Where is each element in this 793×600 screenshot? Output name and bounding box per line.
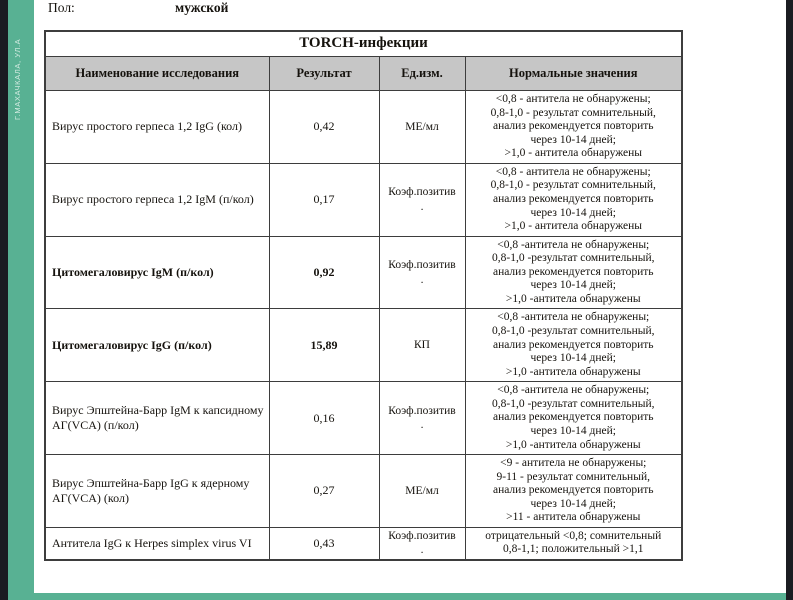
unit-line: Коэф.позитив bbox=[388, 259, 456, 272]
normal-values-cell bbox=[465, 309, 682, 382]
unit-line: Коэф.позитив bbox=[388, 404, 456, 417]
table-row bbox=[45, 527, 682, 560]
gender-label: Пол: bbox=[48, 0, 75, 15]
unit-line: МЕ/мл bbox=[405, 120, 439, 133]
normal-value-line: 0,8-1,0 -результат сомнительный, bbox=[492, 397, 655, 410]
normal-value-line: анализ рекомендуется повторить bbox=[492, 411, 654, 424]
unit-line: . bbox=[420, 419, 424, 432]
normal-value-line: >1,0 -антитела обнаружены bbox=[505, 292, 641, 305]
result-cell: 0,43 bbox=[269, 527, 379, 560]
normal-value-line: анализ рекомендуется повторить bbox=[492, 338, 654, 351]
unit-cell bbox=[379, 455, 465, 528]
test-name-cell: Вирус Эпштейна-Барр IgG к ядерному АГ(VCA) (кол) bbox=[45, 455, 269, 528]
normal-value-line: <0,8 -антитела не обнаружены; bbox=[497, 238, 650, 251]
table-header-row bbox=[45, 57, 682, 91]
column-header: Нормальные значения bbox=[465, 57, 682, 91]
normal-value-line: анализ рекомендуется повторить bbox=[492, 192, 654, 205]
normal-value-line: <0,8 -антитела не обнаружены; bbox=[497, 311, 650, 324]
test-name-cell: Вирус Эпштейна-Барр IgM к капсидному АГ(VCA) (п/кол) bbox=[45, 382, 269, 455]
normal-value-line: <0,8 - антитела не обнаружены; bbox=[495, 93, 651, 105]
normal-value-line: через 10-14 дней; bbox=[530, 133, 616, 146]
table-row bbox=[45, 236, 682, 309]
result-cell: 0,17 bbox=[269, 163, 379, 236]
normal-value-line: >1,0 -антитела обнаружены bbox=[505, 365, 641, 378]
normal-value-line: 0,8-1,0 - результат сомнительный, bbox=[490, 179, 656, 192]
normal-value-line: через 10-14 дней; bbox=[530, 497, 616, 510]
left-dark-edge bbox=[0, 0, 8, 600]
normal-values-cell bbox=[465, 91, 682, 164]
right-dark-edge bbox=[786, 0, 793, 600]
table-row bbox=[45, 382, 682, 455]
torch-results-table bbox=[44, 30, 683, 561]
unit-cell bbox=[379, 527, 465, 560]
normal-value-line: анализ рекомендуется повторить bbox=[492, 484, 654, 497]
result-cell: 0,16 bbox=[269, 382, 379, 455]
document-page bbox=[34, 0, 786, 561]
normal-values-cell bbox=[465, 382, 682, 455]
unit-line: КП bbox=[414, 339, 430, 352]
result-cell: 0,42 bbox=[269, 91, 379, 164]
table-row bbox=[45, 309, 682, 382]
normal-value-line: через 10-14 дней; bbox=[530, 352, 616, 365]
unit-line: МЕ/мл bbox=[405, 484, 439, 497]
unit-cell bbox=[379, 163, 465, 236]
sidebar-address-text: Г.МАХАЧКАЛА, УЛ.А bbox=[13, 38, 22, 120]
unit-line: . bbox=[420, 200, 424, 213]
unit-cell bbox=[379, 382, 465, 455]
teal-sidebar bbox=[8, 0, 34, 600]
unit-line: . bbox=[420, 273, 424, 286]
table-title-row bbox=[45, 31, 682, 57]
normal-value-line: 0,8-1,1; положительный >1,1 bbox=[502, 543, 644, 556]
table-row bbox=[45, 91, 682, 164]
result-cell: 0,27 bbox=[269, 455, 379, 528]
unit-line: Коэф.позитив bbox=[388, 530, 456, 543]
normal-value-line: через 10-14 дней; bbox=[530, 279, 616, 292]
normal-value-line: анализ рекомендуется повторить bbox=[492, 120, 654, 133]
unit-line: . bbox=[420, 544, 424, 557]
unit-cell bbox=[379, 91, 465, 164]
normal-value-line: >1,0 - антитела обнаружены bbox=[504, 147, 643, 160]
result-cell: 15,89 bbox=[269, 309, 379, 382]
column-header: Наименование исследования bbox=[45, 57, 269, 91]
normal-value-line: <0,8 - антитела не обнаружены; bbox=[495, 165, 651, 178]
test-name-cell: Антитела IgG к Herpes simplex virus VI bbox=[45, 527, 269, 560]
unit-line: Коэф.позитив bbox=[388, 186, 456, 199]
normal-value-line: через 10-14 дней; bbox=[530, 424, 616, 437]
normal-value-line: <0,8 -антитела не обнаружены; bbox=[497, 384, 650, 397]
result-cell: 0,92 bbox=[269, 236, 379, 309]
normal-value-line: <9 - антитела не обнаружены; bbox=[500, 457, 647, 470]
test-name-cell: Вирус простого герпеса 1,2 IgM (п/кол) bbox=[45, 163, 269, 236]
normal-value-line: 0,8-1,0 - результат сомнительный, bbox=[490, 106, 656, 119]
table-row bbox=[45, 163, 682, 236]
bottom-teal-bar bbox=[8, 593, 786, 600]
patient-meta-row bbox=[34, 0, 786, 30]
unit-cell bbox=[379, 236, 465, 309]
table-title: TORCH-инфекции bbox=[45, 31, 682, 57]
test-name-cell: Вирус простого герпеса 1,2 IgG (кол) bbox=[45, 91, 269, 164]
gender-value: мужской bbox=[175, 0, 229, 15]
normal-value-line: >1,0 - антитела обнаружены bbox=[504, 220, 643, 233]
column-header: Ед.изм. bbox=[379, 57, 465, 91]
normal-values-cell bbox=[465, 163, 682, 236]
test-name-cell: Цитомегаловирус IgG (п/кол) bbox=[45, 309, 269, 382]
column-header: Результат bbox=[269, 57, 379, 91]
normal-values-cell bbox=[465, 236, 682, 309]
normal-value-line: >1,0 -антитела обнаружены bbox=[505, 438, 641, 451]
normal-value-line: >11 - антитела обнаружены bbox=[506, 511, 641, 524]
test-name-cell: Цитомегаловирус IgM (п/кол) bbox=[45, 236, 269, 309]
normal-values-cell bbox=[465, 455, 682, 528]
normal-value-line: 0,8-1,0 -результат сомнительный, bbox=[492, 325, 655, 337]
unit-cell bbox=[379, 309, 465, 382]
normal-value-line: 0,8-1,0 -результат сомнительный, bbox=[492, 252, 655, 265]
table-row bbox=[45, 455, 682, 528]
normal-value-line: анализ рекомендуется повторить bbox=[492, 265, 654, 278]
normal-values-cell bbox=[465, 527, 682, 560]
normal-value-line: отрицательный <0,8; сомнительный bbox=[485, 529, 662, 542]
normal-value-line: 9-11 - результат сомнительный, bbox=[496, 470, 650, 483]
normal-value-line: через 10-14 дней; bbox=[530, 206, 616, 219]
